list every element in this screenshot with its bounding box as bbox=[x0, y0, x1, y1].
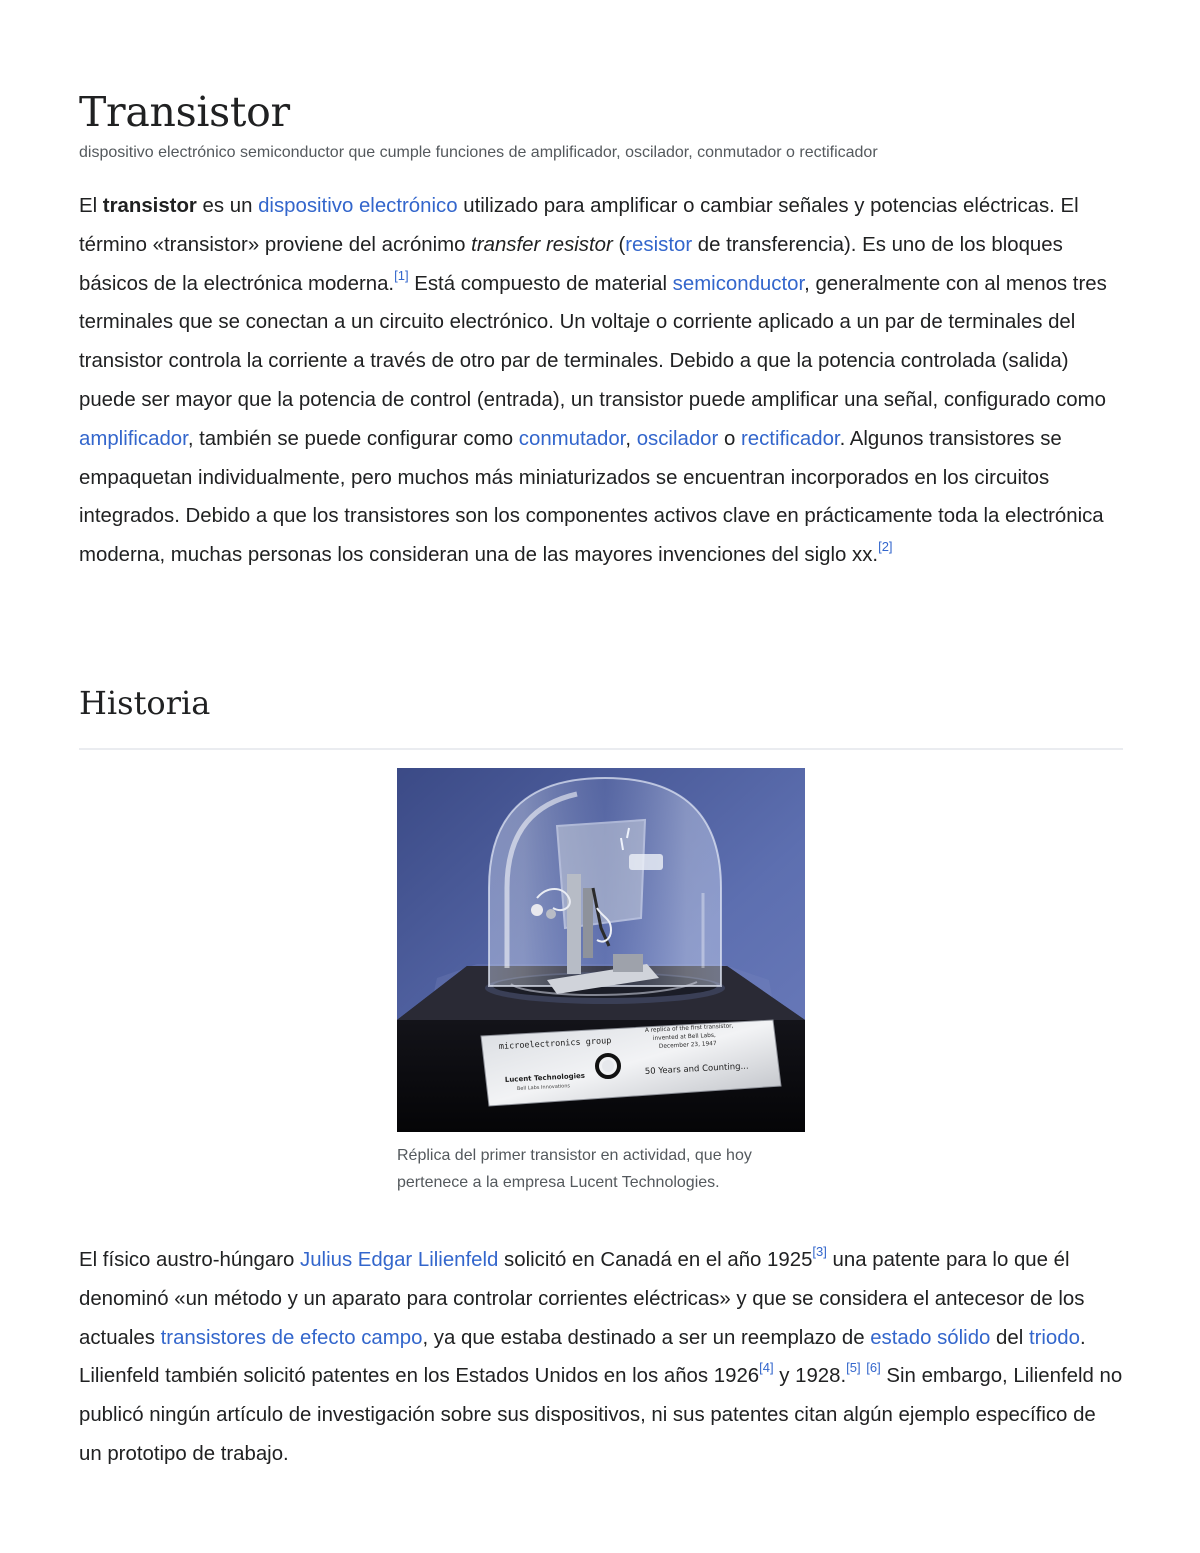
text: , ya que estaba destinado a ser un reemplazo de bbox=[422, 1326, 871, 1349]
link-resistor[interactable]: resistor bbox=[625, 233, 693, 256]
transistor-replica-image[interactable] bbox=[397, 768, 805, 1132]
link-conmutador[interactable]: conmutador bbox=[518, 427, 626, 450]
link-triodo[interactable]: triodo bbox=[1028, 1326, 1080, 1349]
plaque-text: invented at Bell Labs, bbox=[652, 1032, 716, 1042]
text: una patente para lo que él denominó «un método y un aparato para controlar corrientes eléctricas» y que se considera el antecesor de los actuales bbox=[79, 1249, 1085, 1349]
link-oscilador[interactable]: oscilador bbox=[636, 427, 719, 450]
reference-link-1[interactable]: [1] bbox=[394, 267, 409, 283]
text: . Algunos transistores se empaquetan individualmente, pero muchos más miniaturizados se encuentran incorporados en los circuitos integrados. Debido a que los transistores son los componentes activos clave en prácticamente toda la electrónica moderna, muchas personas los consideran una de las mayores invenciones del siglo xx. bbox=[79, 427, 1104, 567]
link-rectificador[interactable]: rectificador bbox=[740, 427, 840, 450]
reference-link-6[interactable]: [6] bbox=[866, 1360, 881, 1376]
reference-link-2[interactable]: [2] bbox=[878, 539, 893, 555]
history-paragraph bbox=[79, 1241, 1123, 1474]
reference-link-3[interactable]: [3] bbox=[812, 1244, 827, 1259]
text: , generalmente con al menos tres terminales que se conectan a un circuito electrónico. Un voltaje o corriente aplicado a un par de terminales del transistor controla la corriente a través de otro par de terminales. Debido a que la potencia controlada (salida) puede ser mayor que la potencia de control (entrada), un transistor puede amplificar una señal, configurado como bbox=[79, 272, 1107, 411]
figure-caption: Réplica del primer transistor en actividad, que hoy pertenece a la empresa Lucent Technologies. bbox=[397, 1147, 752, 1191]
section-divider bbox=[79, 748, 1123, 750]
text: , bbox=[625, 427, 637, 450]
plaque-text: microelectronics group bbox=[498, 1036, 612, 1052]
plaque-text: 50 Years and Counting... bbox=[644, 1061, 749, 1077]
text: Está compuesto de material bbox=[408, 272, 673, 295]
section-heading-historia: Historia bbox=[79, 684, 211, 722]
reference-link-5[interactable]: [5] bbox=[846, 1360, 861, 1376]
intro-paragraph bbox=[79, 187, 1123, 575]
bold-term: transistor bbox=[102, 195, 197, 217]
link-amplificador[interactable]: amplificador bbox=[79, 427, 188, 450]
text: . Lilienfeld también solicitó patentes en los Estados Unidos en los años 1926 bbox=[79, 1326, 1086, 1388]
plaque-text: A replica of the first transistor, bbox=[644, 1023, 734, 1034]
text: de transferencia). Es uno de los bloques básicos de la electrónica moderna. bbox=[79, 233, 1063, 295]
text: o bbox=[718, 427, 741, 450]
text: del bbox=[990, 1326, 1029, 1349]
text: El físico austro-húngaro bbox=[79, 1249, 301, 1271]
link-semiconductor[interactable]: semiconductor bbox=[672, 272, 805, 295]
link-julius-edgar-lilienfeld[interactable]: Julius Edgar Lilienfeld bbox=[300, 1249, 499, 1271]
text: Sin embargo, Lilienfeld no publicó ningún artículo de investigación sobre sus dispositivos, ni sus patentes citan algún ejemplo específico de un prototipo de trabajo. bbox=[79, 1365, 1123, 1465]
link-dispositivo-electronico[interactable]: dispositivo electrónico bbox=[258, 195, 458, 217]
text: es un bbox=[196, 195, 259, 217]
italic-term: transfer resistor bbox=[471, 233, 613, 256]
text: El bbox=[79, 195, 103, 217]
plaque-text: Lucent Technologies bbox=[504, 1071, 586, 1084]
page-subtitle: dispositivo electrónico semiconductor que cumple funciones de amplificador, oscilador, conmutador o rectificador bbox=[79, 144, 878, 161]
text: , también se puede configurar como bbox=[187, 427, 519, 450]
text: solicitó en Canadá en el año 1925 bbox=[498, 1249, 813, 1271]
page-title: Transistor bbox=[79, 88, 290, 136]
text: utilizado para amplificar o cambiar señales y potencias eléctricas. El término «transistor» proviene del acrónimo bbox=[79, 195, 1079, 256]
link-estado-solido[interactable]: estado sólido bbox=[870, 1326, 991, 1349]
plaque-text: Bell Labs Innovations bbox=[516, 1083, 571, 1092]
reference-link-4[interactable]: [4] bbox=[759, 1360, 774, 1376]
plaque-text: December 23, 1947 bbox=[658, 1040, 717, 1050]
text: y 1928. bbox=[773, 1365, 847, 1388]
text: ( bbox=[612, 233, 626, 256]
figure bbox=[397, 768, 805, 1196]
link-transistores-de-efecto-campo[interactable]: transistores de efecto campo bbox=[160, 1326, 423, 1349]
